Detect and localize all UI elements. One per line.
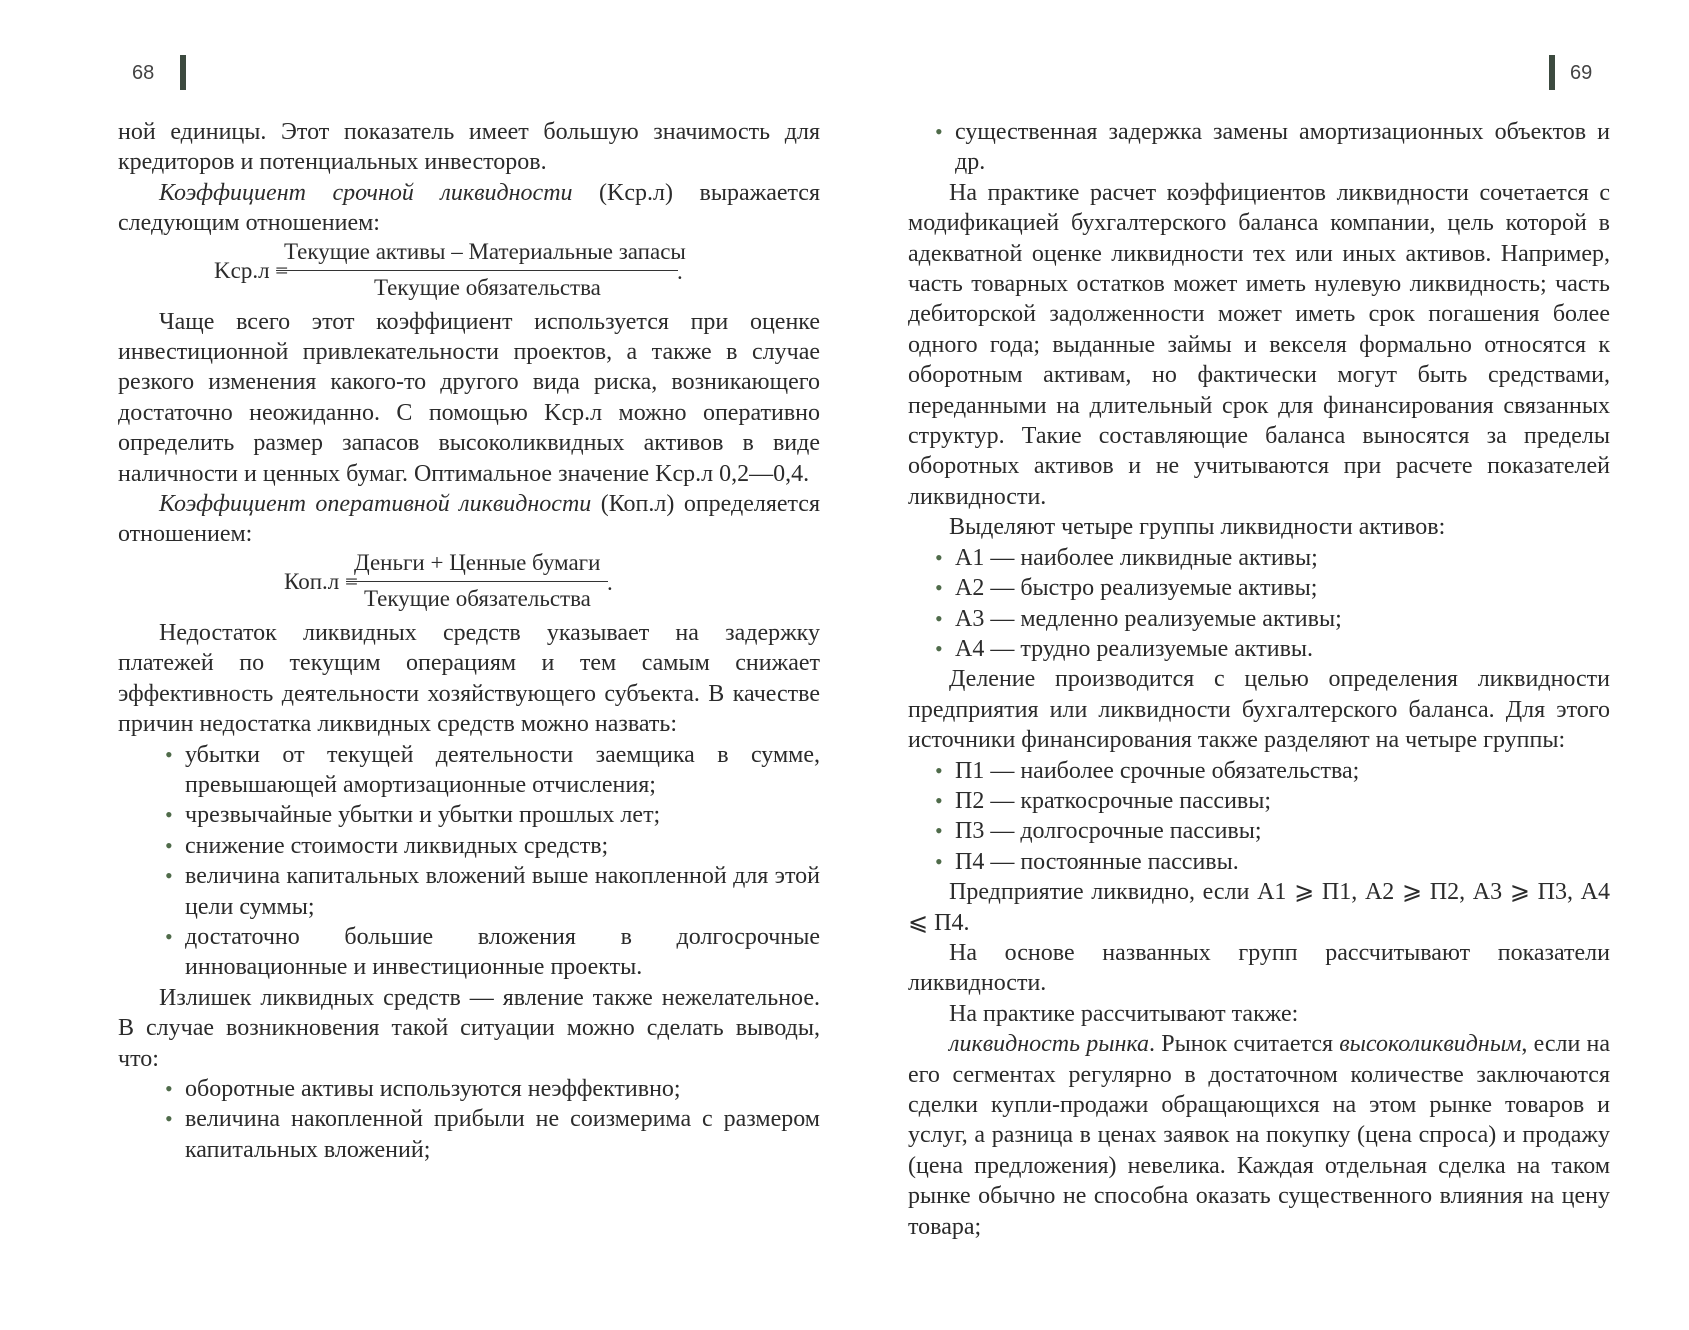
list-item (165, 1074, 820, 1104)
list-item-text: П3 — долгосрочные пассивы; (955, 818, 1262, 845)
list-item-text: существенная задержка замены амортизационных объектов и др. (955, 119, 1610, 176)
formula-denominator: Текущие обязательства (364, 585, 591, 611)
list-item (935, 756, 1610, 786)
bullet-icon: • (165, 923, 173, 949)
list-item-text: A4 — трудно реализуемые активы. (955, 635, 1314, 662)
term: ликвидность рынка (949, 1031, 1150, 1058)
bullet-list-liabilities (908, 756, 1610, 878)
paragraph: Излишек ликвидных средств — явление также нежелательное. В случае возникновения такой ситуации можно сделать выводы, что: (118, 984, 820, 1072)
list-item (935, 543, 1610, 573)
bullet-icon: • (935, 605, 943, 631)
bullet-icon: • (935, 818, 943, 844)
formula-numerator: Текущие активы – Материальные запасы (284, 238, 686, 264)
bullet-icon: • (935, 575, 943, 601)
list-item-text: убытки от текущей деятельности заемщика в сумме, превышающей амортизационные отчисления; (185, 741, 820, 798)
list-item-text: A1 — наиболее ликвидные активы; (955, 544, 1318, 571)
list-item (935, 847, 1610, 877)
term: Коэффициент срочной ликвидности (159, 179, 573, 206)
bullet-icon: • (165, 1106, 173, 1132)
list-item (935, 604, 1610, 634)
bullet-icon: • (935, 119, 943, 144)
bullet-icon: • (165, 832, 173, 858)
list-item-text: снижение стоимости ликвидных средств; (185, 832, 609, 859)
list-item-text: П4 — постоянные пассивы. (955, 848, 1239, 875)
list-item (165, 1104, 820, 1165)
bullet-icon: • (935, 787, 943, 813)
list-item-text: величина накопленной прибыли не соизмерима с размером капитальных вложений; (185, 1106, 820, 1163)
term: Коэффициент оперативной ликвидности (159, 491, 592, 518)
paragraph: Недостаток ликвидных средств указывает на задержку платежей по текущим операциям и тем самым снижает эффективность деятельности хозяйствующего субъекта. В качестве причин недостатка ликвидных средств можно назвать: (118, 619, 820, 738)
list-item-text: чрезвычайные убытки и убытки прошлых лет; (185, 802, 661, 829)
bullet-icon: • (935, 848, 943, 874)
bullet-icon: • (165, 1075, 173, 1101)
formula-operative-ratio (118, 550, 820, 618)
bullet-icon: • (165, 863, 173, 889)
paragraph: ной единицы. Этот показатель имеет большую значимость для кредиторов и потенциальных инвесторов. (118, 119, 820, 176)
list-item (165, 800, 820, 830)
left-page-body (118, 117, 820, 1165)
formula-end: . (607, 569, 613, 595)
bullet-icon: • (935, 635, 943, 661)
paragraph-text: (Kcp.л) выражается следующим отношением: (118, 179, 820, 237)
bullet-list (908, 117, 1610, 178)
bullet-list-assets (908, 543, 1610, 665)
fraction-bar (276, 270, 678, 271)
paragraph-text: (Коп.л) определяется отношением: (118, 491, 820, 548)
bullet-icon: • (165, 802, 173, 828)
formula-lhs: Kcp.л = (214, 257, 289, 283)
list-item (165, 740, 820, 801)
paragraph (118, 178, 820, 239)
paragraph: На основе названных групп рассчитывают показатели ликвидности. (908, 939, 1610, 997)
fraction-bar (346, 581, 608, 582)
page-number-right: 69 (1570, 62, 1593, 84)
list-item-text: величина капитальных вложений выше накопленной для этой цели суммы; (185, 863, 820, 920)
list-item (935, 634, 1610, 664)
page-number-left: 68 (132, 62, 155, 84)
paragraph-text: , если на его сегментах регулярно в достаточном количестве заключаются сделки купли-продажи обращающихся на этом рынке товаров и услуг, а разница в ценах заявок на покупку (цена спроса) и продажу (цена предложения) невелика. Каждая отдельная сделка на таком рынке обычно не способна оказать существенного влияния на цену товара; (908, 1031, 1610, 1240)
page-marker-left (180, 55, 186, 90)
list-item (935, 786, 1610, 816)
list-item-text: П2 — краткосрочные пассивы; (955, 787, 1272, 814)
list-item-text: A2 — быстро реализуемые активы; (955, 575, 1318, 602)
left-page (118, 0, 820, 1330)
bullet-icon: • (935, 757, 943, 783)
paragraph (908, 1029, 1610, 1242)
paragraph: Деление производится с целью определения ликвидности предприятия или ликвидности бухгалтерского баланса. Для этого источники финансирования также разделяют на четыре группы: (908, 666, 1610, 754)
list-item (165, 861, 820, 922)
bullet-icon: • (935, 544, 943, 570)
bullet-icon: • (165, 741, 173, 767)
right-page (908, 0, 1610, 1330)
right-page-body (908, 117, 1610, 1242)
list-item (165, 831, 820, 861)
list-item (935, 816, 1610, 846)
paragraph: Выделяют четыре группы ликвидности активов: (949, 514, 1446, 541)
list-item-text: П1 — наиболее срочные обязательства; (955, 757, 1360, 784)
list-item (935, 117, 1610, 178)
bullet-list (118, 740, 820, 983)
bullet-list (118, 1074, 820, 1165)
list-item-text: A3 — медленно реализуемые активы; (955, 605, 1342, 632)
list-item-text: достаточно большие вложения в долгосрочные инновационные и инвестиционные проекты. (185, 923, 820, 981)
formula-denominator: Текущие обязательства (374, 274, 601, 300)
term: высоколиквидным (1339, 1031, 1522, 1058)
list-item (165, 922, 820, 983)
paragraph: На практике расчет коэффициентов ликвидности сочетается с модификацией бухгалтерского баланса компании, цель которой в адекватной оценке ликвидности тех или иных активов. Например, часть товарных остатков может иметь нулевую ликвидность; часть дебиторской задолженности может иметь срок погашения более одного года; выданные займы и векселя формально относятся к оборотным активам, но фактически могут быть средствами, переданными на длительный срок для финансирования связанных структур. Такие составляющие баланса выносятся за пределы оборотных активов и не учитываются при расчете показателей ликвидности. (908, 179, 1610, 510)
paragraph (118, 489, 820, 550)
formula-numerator: Деньги + Ценные бумаги (354, 549, 601, 575)
page-marker-right (1549, 55, 1555, 90)
paragraph: На практике рассчитывают также: (949, 1000, 1299, 1027)
list-item-text: оборотные активы используются неэффективно; (185, 1075, 681, 1102)
paragraph-text: . Рынок считается (1149, 1031, 1340, 1058)
formula-end: . (677, 258, 683, 284)
paragraph: Предприятие ликвидно, если A1 ⩾ П1, A2 ⩾ П2, A3 ⩾ П3, A4 ⩽ П4. (908, 879, 1610, 936)
formula-lhs: Коп.л = (284, 568, 358, 594)
list-item (935, 573, 1610, 603)
formula-quick-ratio (118, 239, 820, 307)
paragraph: Чаще всего этот коэффициент используется при оценке инвестиционной привлекательности проектов, а также в случае резкого изменения какого-то другого вида риска, возникающего достаточно неожиданно. С помощью Kcp.л можно оперативно определить размер запасов высоколиквидных активов в виде наличности и ценных бумаг. Оптимальное значение Kcp.л 0,2—0,4. (118, 308, 820, 487)
